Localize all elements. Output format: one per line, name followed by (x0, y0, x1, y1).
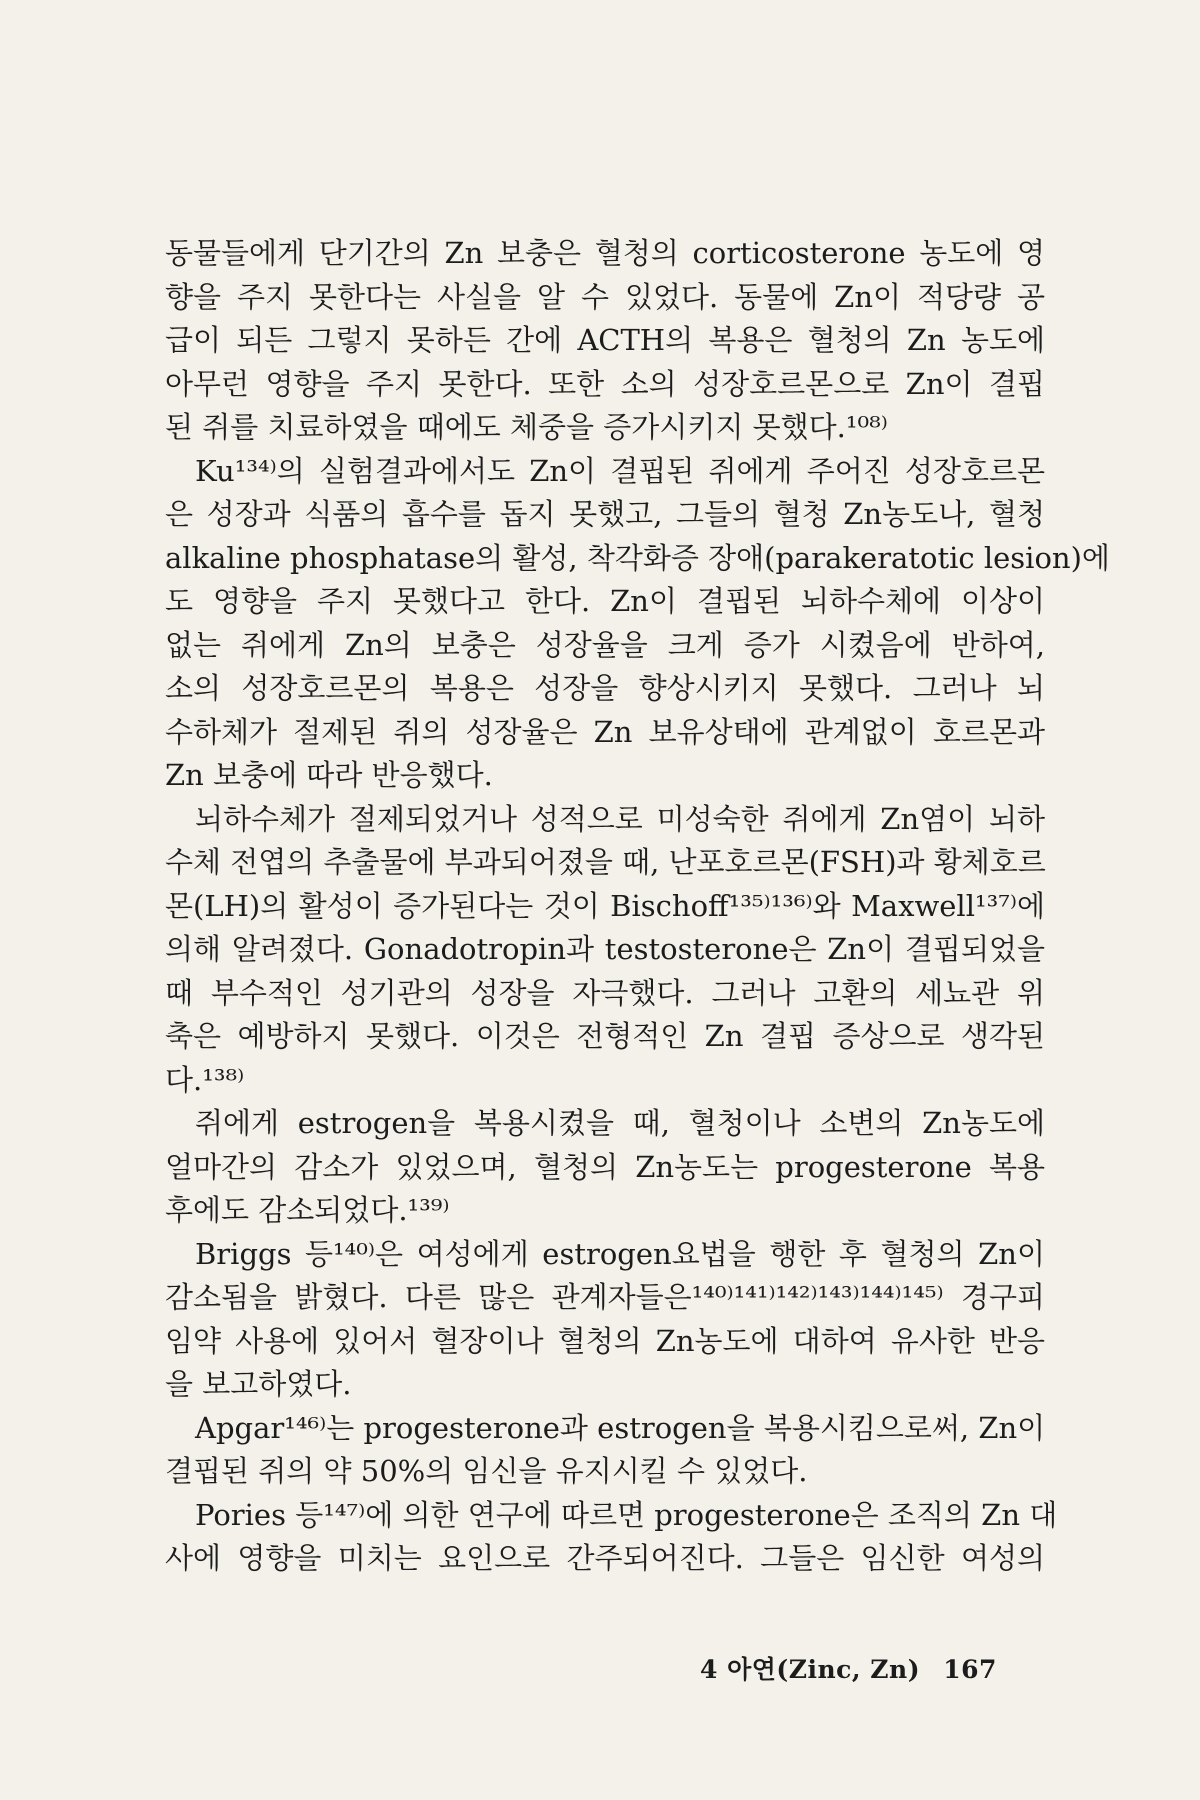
text-line: 때 부수적인 성기관의 성장을 자극했다. 그러나 고환의 세뇨관 위 (165, 975, 1045, 1010)
text-line: 사에 영향을 미치는 요인으로 간주되어진다. 그들은 임신한 여성의 (165, 1541, 1045, 1575)
text-line: Pories 등¹⁴⁷⁾에 의한 연구에 따르면 progesterone은 조직의 Zn 대 (195, 1497, 1058, 1532)
text-line: 쥐에게 estrogen을 복용시켰을 때, 혈청이나 소변의 Zn농도에 (195, 1106, 1045, 1140)
text-line: Zn 보충에 따라 반응했다. (165, 758, 493, 792)
text-line: 뇌하수체가 절제되었거나 성적으로 미성숙한 쥐에게 Zn염이 뇌하 (195, 801, 1045, 836)
text-line: 을 보고하였다. (165, 1367, 352, 1401)
text-line: 감소됨을 밝혔다. 다른 많은 관계자들은¹⁴⁰⁾¹⁴¹⁾¹⁴²⁾¹⁴³⁾¹⁴⁴⁾¹⁴⁵⁾ 경구피 (165, 1280, 1045, 1314)
text-line: 몬(LH)의 활성이 증가된다는 것이 Bischoff¹³⁵⁾¹³⁶⁾와 Maxwell¹³⁷⁾에 (165, 888, 1045, 923)
text-line: 동물들에게 단기간의 Zn 보충은 혈청의 corticosterone 농도에 영 (165, 236, 1045, 270)
text-line: 다.¹³⁸⁾ (165, 1062, 245, 1097)
text-line: 얼마간의 감소가 있었으며, 혈청의 Zn농도는 progesterone 복용 (165, 1149, 1045, 1184)
text-line: 된 쥐를 치료하였을 때에도 체중을 증가시키지 못했다.¹⁰⁸⁾ (165, 410, 888, 444)
text-line: 소의 성장호르몬의 복용은 성장을 향상시키지 못했다. 그러나 뇌 (165, 671, 1045, 705)
page-footer (700, 1650, 1011, 1686)
text-line: 아무런 영향을 주지 못한다. 또한 소의 성장호르몬으로 Zn이 결핍 (165, 366, 1045, 401)
text-line: Briggs 등¹⁴⁰⁾은 여성에게 estrogen요법을 행한 후 혈청의 Zn이 (195, 1236, 1045, 1271)
text-line: 향을 주지 못한다는 사실을 알 수 있었다. 동물에 Zn이 적당량 공 (165, 279, 1045, 314)
text-line: 없는 쥐에게 Zn의 보충은 성장율을 크게 증가 시켰음에 반하여, (165, 627, 1045, 662)
body-text (165, 232, 1110, 1581)
text-line: Apgar¹⁴⁶⁾는 progesterone과 estrogen을 복용시킴으로써, Zn이 (195, 1410, 1046, 1445)
text-line: 임약 사용에 있어서 혈장이나 혈청의 Zn농도에 대하여 유사한 반응 (165, 1323, 1045, 1358)
text-line: 은 성장과 식품의 흡수를 돕지 못했고, 그들의 혈청 Zn농도나, 혈청 (165, 497, 1045, 531)
text-line: 의해 알려졌다. Gonadotropin과 testosterone은 Zn이 결핍되었을 (165, 932, 1045, 966)
text-line: 수체 전엽의 추출물에 부과되어졌을 때, 난포호르몬(FSH)과 황체호르 (165, 845, 1046, 879)
text-line: 후에도 감소되었다.¹³⁹⁾ (165, 1193, 450, 1227)
chapter-title: 4 아연(Zinc, Zn) (700, 1655, 921, 1684)
text-line: Ku¹³⁴⁾의 실험결과에서도 Zn이 결핍된 쥐에게 주어진 성장호르몬 (195, 453, 1045, 488)
page-number: 167 (943, 1655, 997, 1684)
text-line: 축은 예방하지 못했다. 이것은 전형적인 Zn 결핍 증상으로 생각된 (165, 1019, 1045, 1053)
text-line: 도 영향을 주지 못했다고 한다. Zn이 결핍된 뇌하수체에 이상이 (165, 584, 1045, 618)
text-line: alkaline phosphatase의 활성, 착각화증 장애(parakeratotic lesion)에 (165, 540, 1110, 575)
text-line: 결핍된 쥐의 약 50%의 임신을 유지시킬 수 있었다. (165, 1454, 808, 1488)
text-line: 급이 되든 그렇지 못하든 간에 ACTH의 복용은 혈청의 Zn 농도에 (165, 323, 1045, 357)
text-line: 수하체가 절제된 쥐의 성장율은 Zn 보유상태에 관계없이 호르몬과 (165, 714, 1045, 749)
